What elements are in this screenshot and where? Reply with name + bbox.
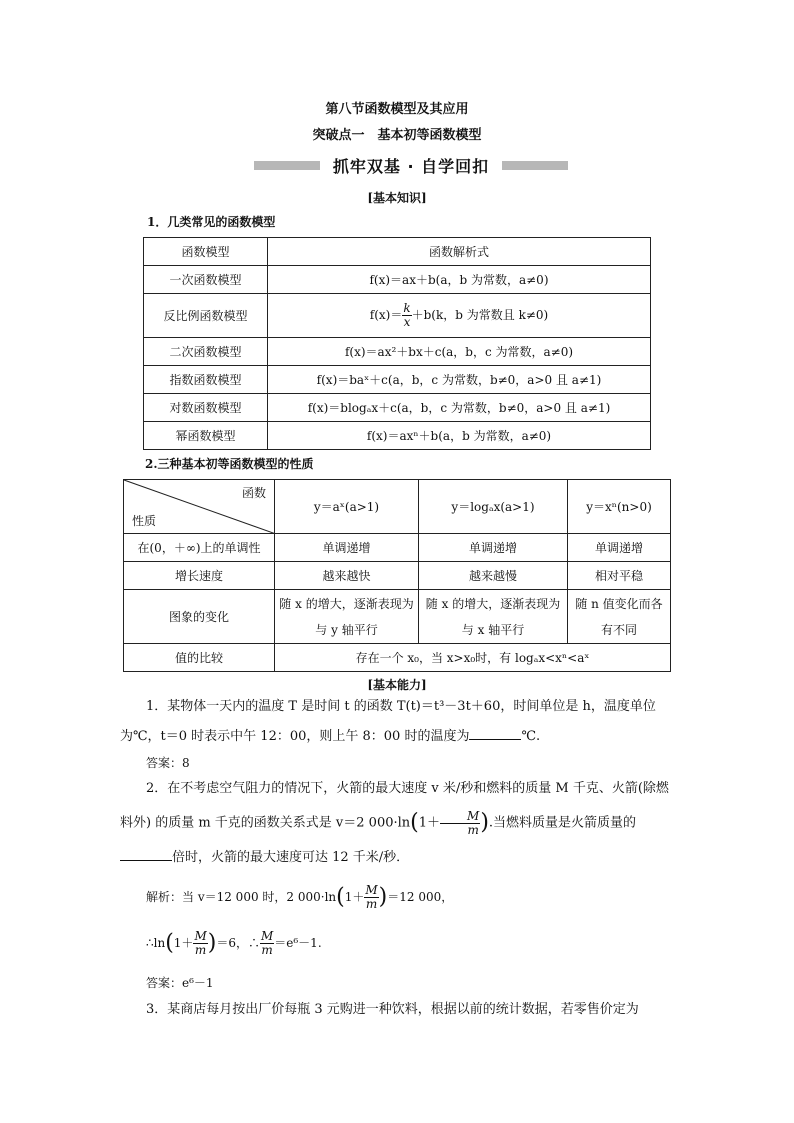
fraction bbox=[402, 302, 411, 329]
model-name: 一次函数模型 bbox=[144, 266, 268, 294]
question-1 bbox=[120, 692, 680, 752]
question-2-analysis-line-1 bbox=[146, 880, 706, 915]
paren-close: ) bbox=[378, 884, 388, 910]
fraction bbox=[193, 930, 207, 957]
fraction bbox=[364, 884, 378, 911]
fraction-denominator: m bbox=[365, 897, 378, 911]
model-formula: f(x)＝blogₐx＋c(a，b，c 为常数，b≠0，a>0 且 a≠1) bbox=[268, 394, 651, 422]
model-name: 二次函数模型 bbox=[144, 338, 268, 366]
table-cell: 单调递增 bbox=[568, 534, 671, 562]
basic-ability-heading: [基本能力] bbox=[367, 678, 427, 692]
table-row bbox=[124, 562, 671, 590]
model-formula: f(x)＝ax＋b(a，b 为常数，a≠0) bbox=[268, 266, 651, 294]
paren-close: ) bbox=[480, 810, 489, 835]
one-plus: 1＋ bbox=[173, 936, 194, 950]
fraction bbox=[260, 930, 274, 957]
column-power: y＝xⁿ(n>0) bbox=[568, 480, 671, 534]
model-name: 幂函数模型 bbox=[144, 422, 268, 450]
banner-right-bar bbox=[502, 161, 568, 170]
paren-open: ( bbox=[165, 930, 174, 956]
diagonal-header-function: 函数 bbox=[241, 486, 266, 500]
fraction-numerator: M bbox=[194, 929, 207, 943]
table-row bbox=[144, 266, 651, 294]
knowledge2-heading: 2.三种基本初等函数模型的性质 bbox=[145, 457, 314, 471]
question-1-text: 1．某物体一天内的温度 T 是时间 t 的函数 T(t)＝t³－3t＋60，时间单位是 h，温度单位为℃，t＝0 时表示中午 12：00，则上午 8：00 时的温度为 bbox=[120, 699, 656, 744]
table-cell: 越来越快 bbox=[275, 562, 419, 590]
row-label: 增长速度 bbox=[124, 562, 275, 590]
question-2-text-c: 倍时，火箭的最大速度可达 12 千米/秒． bbox=[172, 849, 410, 865]
fraction-numerator: M bbox=[365, 883, 378, 897]
model-formula: f(x)＝baˣ＋c(a，b，c 为常数，b≠0，a>0 且 a≠1) bbox=[268, 366, 651, 394]
fraction-numerator: M bbox=[260, 929, 274, 943]
table-row bbox=[144, 394, 651, 422]
fraction-denominator: m bbox=[194, 943, 207, 957]
question-3: 3．某商店每月按出厂价每瓶 3 元购进一种饮料，根据以前的统计数据，若零售价定为 bbox=[146, 1002, 639, 1017]
table-cell: 随 x 的增大，逐渐表现为与 y 轴平行 bbox=[275, 590, 419, 644]
section-title: 第八节函数模型及其应用 bbox=[325, 102, 469, 117]
question-1-answer: 答案：8 bbox=[146, 756, 190, 770]
model-formula: f(x)＝ax²＋bx＋c(a，b，c 为常数，a≠0) bbox=[268, 338, 651, 366]
question-2 bbox=[120, 772, 680, 875]
table-row bbox=[144, 338, 651, 366]
question-2-answer: 答案：e⁶－1 bbox=[146, 976, 214, 990]
row-label: 在(0，＋∞)上的单调性 bbox=[124, 534, 275, 562]
table-cell: 越来越慢 bbox=[419, 562, 568, 590]
one-plus: 1＋ bbox=[418, 815, 441, 831]
table-row bbox=[144, 366, 651, 394]
fraction-denominator: m bbox=[467, 822, 479, 837]
table-row bbox=[144, 294, 651, 338]
question-2-text-b: .当燃料质量是火箭质量的 bbox=[488, 815, 637, 831]
formula-prefix: f(x)＝ bbox=[369, 308, 403, 322]
fraction-denominator: x bbox=[403, 315, 411, 329]
diagonal-header-cell bbox=[124, 480, 275, 534]
model-name: 对数函数模型 bbox=[144, 394, 268, 422]
paren-open: ( bbox=[336, 884, 345, 910]
question-2-analysis-line-2 bbox=[146, 926, 706, 961]
table-header-formula: 函数解析式 bbox=[268, 238, 651, 266]
table-cell: 单调递增 bbox=[419, 534, 568, 562]
analysis-text: ＝6，∴ bbox=[216, 936, 260, 950]
row-label: 图象的变化 bbox=[124, 590, 275, 644]
model-name: 反比例函数模型 bbox=[144, 294, 268, 338]
banner-text: 抓牢双基 · 自学回扣 bbox=[332, 157, 490, 176]
table-row bbox=[124, 534, 671, 562]
model-formula: f(x)＝axⁿ＋b(a，b 为常数，a≠0) bbox=[268, 422, 651, 450]
diagonal-header-property: 性质 bbox=[132, 514, 157, 528]
table-cell: 相对平稳 bbox=[568, 562, 671, 590]
table-cell: 单调递增 bbox=[275, 534, 419, 562]
table-cell: 随 n 值变化而各有不同 bbox=[568, 590, 671, 644]
table-row bbox=[144, 422, 651, 450]
table-cell: 随 x 的增大，逐渐表现为与 x 轴平行 bbox=[419, 590, 568, 644]
fraction bbox=[440, 810, 480, 837]
one-plus: 1＋ bbox=[344, 890, 365, 904]
column-exponential: y＝aˣ(a>1) bbox=[275, 480, 419, 534]
question-2-text: 2．在不考虑空气阻力的情况下，火箭的最大速度 v 米/秒和燃料的质量 M 千克、火箭(除燃料外) 的质量 m 千克的函数关系式是 v＝2 000·ln bbox=[120, 781, 669, 831]
paren-open: ( bbox=[410, 810, 419, 835]
properties-table bbox=[123, 479, 671, 672]
banner-left-bar bbox=[254, 161, 320, 170]
fraction-numerator: M bbox=[440, 810, 480, 824]
table-header-row bbox=[144, 238, 651, 266]
analysis-text: ＝12 000， bbox=[387, 890, 454, 904]
question-1-unit: ℃. bbox=[521, 729, 541, 744]
row-label: 值的比较 bbox=[124, 644, 275, 672]
analysis-text: 解析：当 v＝12 000 时，2 000·ln bbox=[146, 890, 337, 904]
fraction-denominator: m bbox=[261, 943, 273, 957]
model-formula bbox=[268, 294, 651, 338]
column-logarithmic: y＝logₐx(a>1) bbox=[419, 480, 568, 534]
analysis-text: ∴ln bbox=[146, 936, 166, 950]
breakpoint-title: 突破点一 基本初等函数模型 bbox=[312, 128, 482, 143]
formula-suffix: ＋b(k，b 为常数且 k≠0) bbox=[411, 308, 549, 322]
merged-cell: 存在一个 x₀，当 x>x₀时，有 logₐx<xⁿ<aˣ bbox=[275, 644, 671, 672]
table-row bbox=[124, 590, 671, 644]
banner bbox=[254, 154, 568, 176]
table-header-model: 函数模型 bbox=[144, 238, 268, 266]
paren-close: ) bbox=[207, 930, 217, 956]
answer-blank bbox=[469, 727, 521, 740]
fraction-numerator: k bbox=[403, 301, 411, 315]
knowledge1-heading: 1．几类常见的函数模型 bbox=[147, 215, 276, 229]
model-name: 指数函数模型 bbox=[144, 366, 268, 394]
basic-knowledge-heading: [基本知识] bbox=[367, 191, 427, 205]
function-models-table bbox=[143, 237, 651, 450]
table-header-row bbox=[124, 480, 671, 534]
analysis-text: ＝e⁶－1. bbox=[274, 936, 322, 950]
answer-blank bbox=[120, 848, 172, 861]
table-row bbox=[124, 644, 671, 672]
